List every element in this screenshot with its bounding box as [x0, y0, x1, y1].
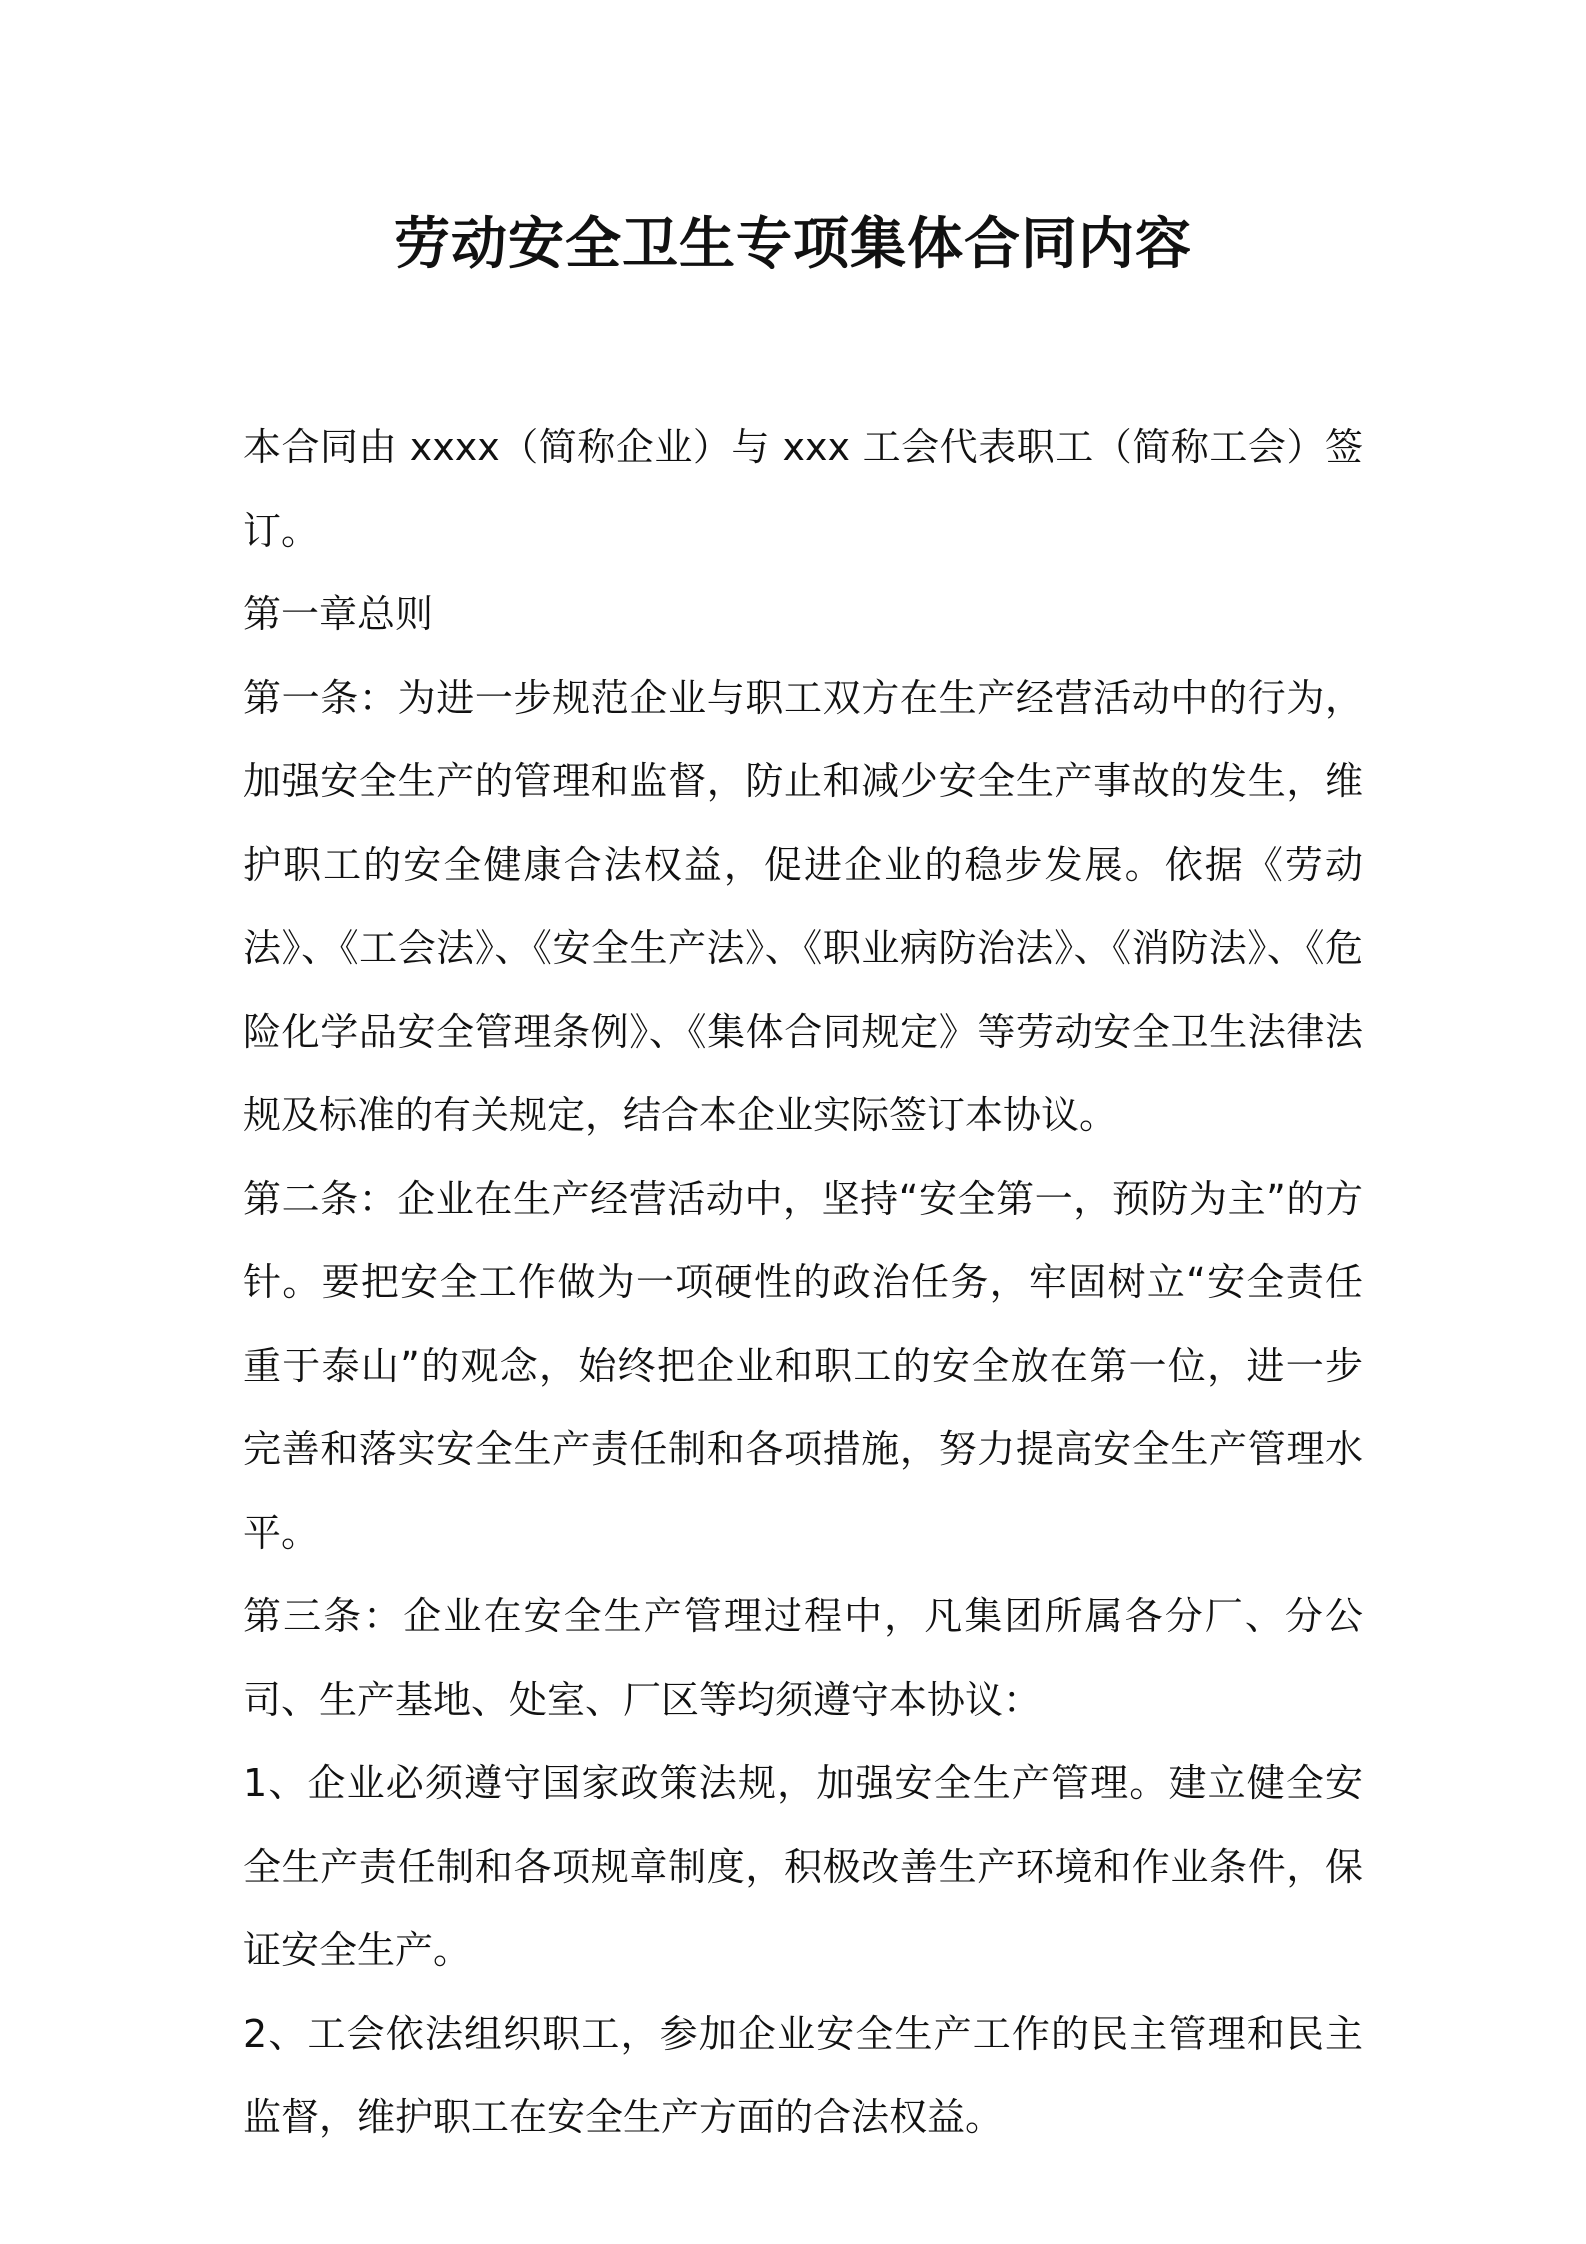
- document-title: 劳动安全卫生专项集体合同内容: [394, 212, 1192, 277]
- clause-2: 2、工会依法组织职工，参加企业安全生产工作的民主管理和民主监督，维护职工在安全生产方面的合法权益。: [243, 2011, 1363, 2139]
- clause-1: 1、企业必须遵守国家政策法规，加强安全生产管理。建立健全安全生产责任制和各项规章制度，积极改善生产环境和作业条件，保证安全生产。: [243, 1761, 1363, 1972]
- chapter-heading: 第一章总则: [243, 592, 434, 636]
- article-1: 第一条：为进一步规范企业与职工双方在生产经营活动中的行为，加强安全生产的管理和监督，防止和减少安全生产事故的发生，维护职工的安全健康合法权益，促进企业的稳步发展。依据《劳动法》、《工会法》、《安全生产法》、《职业病防治法》、《消防法》、《危险化学品安全管理条例》、《集体合同规定》等劳动安全卫生法律法规及标准的有关规定，结合本企业实际签订本协议。: [243, 675, 1363, 1137]
- article-3: 第三条：企业在安全生产管理过程中，凡集团所属各分厂、分公司、生产基地、处室、厂区等均须遵守本协议：: [243, 1594, 1363, 1722]
- document-body: [243, 406, 1363, 2160]
- article-2: 第二条：企业在生产经营活动中，坚持“安全第一，预防为主”的方针。要把安全工作做为一项硬性的政治任务，牢固树立“安全责任重于泰山”的观念，始终把企业和职工的安全放在第一位，进一步完善和落实安全生产责任制和各项措施，努力提高安全生产管理水平。: [243, 1176, 1363, 1555]
- paragraph-preamble: 本合同由 xxxx（简称企业）与 xxx 工会代表职工（简称工会）签订。: [243, 425, 1363, 553]
